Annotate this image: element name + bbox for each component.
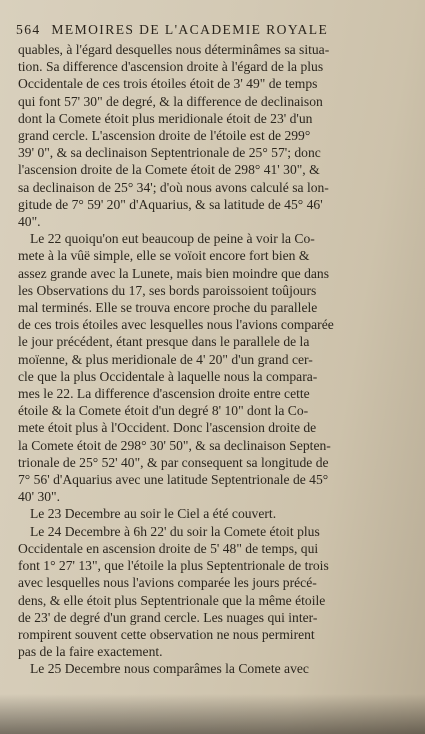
- text-line: Occidentale en ascension droite de 5' 48" de temps, qui: [18, 540, 319, 556]
- text-line: trionale de 25° 52' 40", & par consequent sa longitude de: [18, 454, 329, 470]
- text-line: 40' 30".: [18, 489, 60, 505]
- paragraph: [18, 660, 416, 677]
- text-line: dens, & elle étoit plus Septentrionale que la même étoile: [18, 592, 326, 608]
- text-line: étoile & la Comete étoit d'un degré 8' 10" dont la Co-: [18, 403, 309, 419]
- text-line: 40".: [18, 214, 41, 230]
- text-line: Le 24 Decembre à 6h 22' du soir la Comete étoit plus: [30, 523, 320, 539]
- text-line: Le 25 Decembre nous comparâmes la Comete avec: [30, 661, 309, 677]
- text-line: tion. Sa difference d'ascension droite à l'égard de la plus: [18, 59, 324, 75]
- text-line: moïenne, & plus meridionale de 4' 20" d'un grand cer-: [18, 351, 313, 367]
- paragraph: [18, 505, 416, 522]
- text-line: dont la Comete étoit plus meridionale étoit de 23' d'un: [18, 110, 313, 126]
- text-line: sa declinaison de 25° 34'; d'où nous avons calculé sa lon-: [18, 179, 329, 195]
- text-line: gitude de 7° 59' 20" d'Aquarius, & sa latitude de 45° 46': [18, 196, 323, 212]
- text-line: avec lesquelles nous l'avions comparée les jours précé-: [18, 575, 317, 591]
- text-line: l'ascension droite de la Comete étoit de 298° 41' 30", &: [18, 162, 320, 178]
- text-line: de 23' de degré d'un grand cercle. Les nuages qui inter-: [18, 609, 318, 625]
- text-line: mete étoit plus à l'Occident. Donc l'ascension droite de: [18, 420, 317, 436]
- text-line: Le 23 Decembre au soir le Ciel a été couvert.: [30, 506, 277, 522]
- text-line: les Observations du 17, ses bords paroissoient toûjours: [18, 282, 317, 298]
- paragraph: [18, 230, 416, 505]
- text-line: quables, à l'égard desquelles nous déterminâmes sa situa-: [18, 42, 330, 57]
- text-line: le jour précédent, étant presque dans le parallele de la: [18, 334, 310, 350]
- running-title: MEMOIRES DE L'ACADEMIE ROYALE: [51, 22, 329, 37]
- paragraph: [18, 523, 416, 661]
- text-line: font 1° 27' 13", que l'étoile la plus Septentrionale de trois: [18, 558, 329, 574]
- text-line: grand cercle. L'ascension droite de l'étoile est de 299°: [18, 128, 311, 144]
- body-text: [18, 41, 416, 678]
- text-line: 7° 56' d'Aquarius avec une latitude Septentrionale de 45°: [18, 472, 329, 488]
- running-head: [16, 22, 416, 38]
- text-line: 39' 0", & sa declinaison Septentrionale de 25° 57'; donc: [18, 145, 321, 161]
- paragraph: [18, 41, 416, 230]
- text-line: rompirent souvent cette observation ne nous permirent: [18, 626, 315, 642]
- text-line: mes le 22. La difference d'ascension droite entre cette: [18, 386, 310, 402]
- text-line: mete à la vûë simple, elle se voïoit encore fort bien &: [18, 248, 310, 264]
- text-line: assez grande avec la Lunete, mais bien moindre que dans: [18, 265, 330, 281]
- text-line: pas de la faire exactement.: [18, 644, 163, 660]
- text-line: mal terminés. Elle se trouva encore proche du parallele: [18, 300, 318, 316]
- text-line: Occidentale de ces trois étoiles étoit de 3' 49" de temps: [18, 76, 318, 92]
- text-line: de ces trois étoiles avec lesquelles nous l'avions comparée: [18, 317, 334, 333]
- page-number: 564: [16, 22, 41, 37]
- text-line: Le 22 quoiqu'on eut beaucoup de peine à voir la Co-: [30, 231, 315, 247]
- text-line: qui font 57' 30" de degré, & la difference de declinaison: [18, 93, 323, 109]
- text-line: la Comete étoit de 298° 30' 50", & sa declinaison Septen-: [18, 437, 331, 453]
- text-line: cle que la plus Occidentale à laquelle nous la compara-: [18, 368, 318, 384]
